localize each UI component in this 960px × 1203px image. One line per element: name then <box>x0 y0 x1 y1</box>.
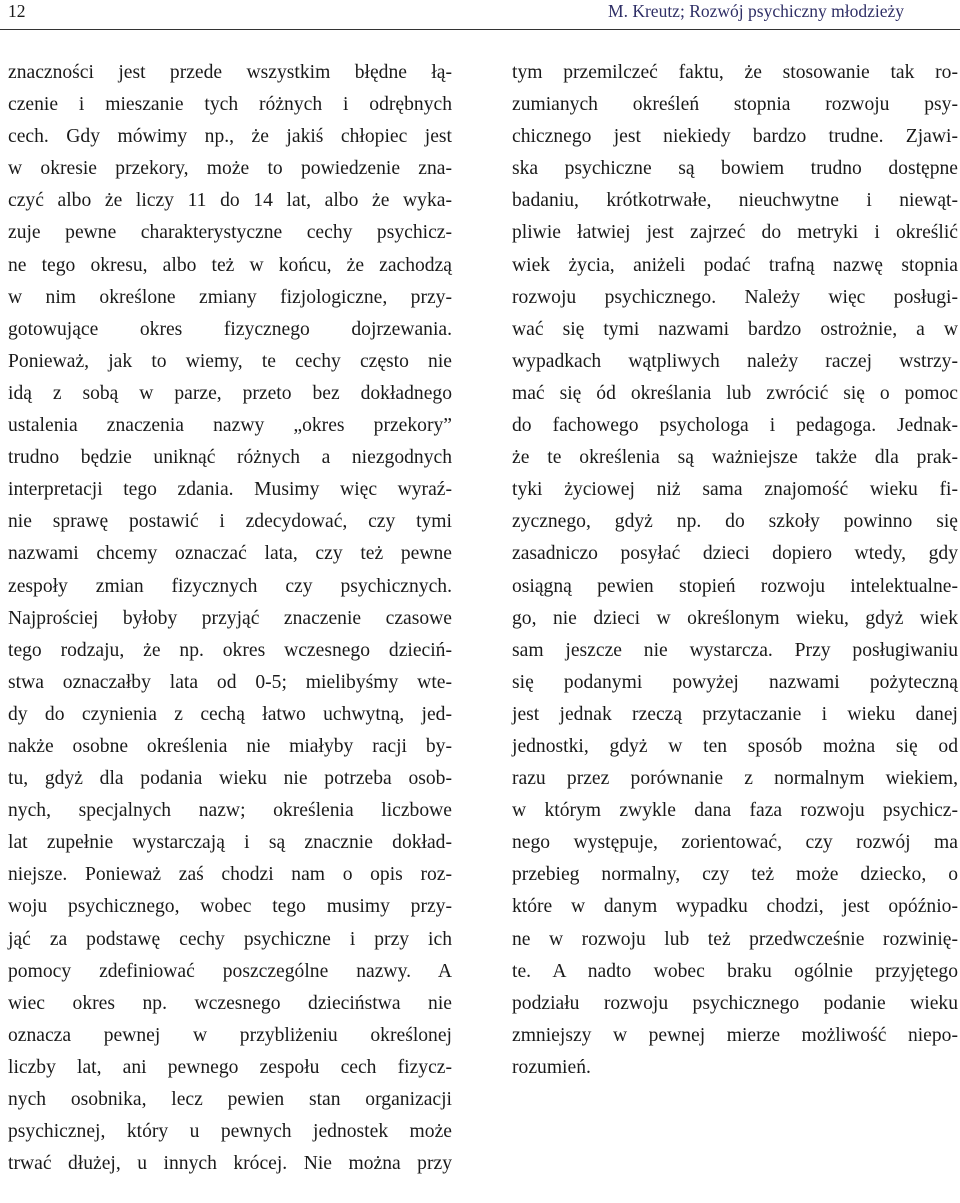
text-line: stwa oznaczałby lata od 0-5; mielibyśmy wte- <box>8 671 452 693</box>
page-header <box>0 0 960 34</box>
text-line: wypadkach wątpliwych należy raczej wstrzy- <box>512 350 958 372</box>
text-line: osiągną pewien stopień rozwoju intelektualne- <box>512 575 958 597</box>
text-line: nakże osobne określenia nie miałyby racji by- <box>8 735 452 757</box>
text-line: nych, specjalnych nazw; określenia liczbowe <box>8 800 452 822</box>
text-line: jąć za podstawę cechy psychiczne i przy ich <box>8 928 452 950</box>
right-column <box>512 57 958 1084</box>
text-line: tu, gdyż dla podania wieku nie potrzeba osob- <box>8 768 452 790</box>
text-line: jednostki, gdyż w ten sposób można się od <box>512 735 958 757</box>
text-line: mać się ód określania lub zwrócić się o pomoc <box>512 382 958 404</box>
running-head: M. Kreutz; Rozwój psychiczny młodzieży <box>608 1 904 21</box>
text-line: cech. Gdy mówimy np., że jakiś chłopiec jest <box>8 126 452 148</box>
text-line: sam jeszcze nie wystarcza. Przy posługiwaniu <box>512 639 958 661</box>
text-line: oznacza pewnej w przybliżeniu określonej <box>8 1024 452 1046</box>
text-line: ustalenia znaczenia nazwy „okres przekory” <box>8 415 452 437</box>
text-line: niejsze. Ponieważ zaś chodzi nam o opis roz- <box>8 864 452 886</box>
text-line: chicznego jest niekiedy bardzo trudne. Zjawi- <box>512 126 958 148</box>
text-line: te. A nadto wobec braku ogólnie przyjętego <box>512 960 958 982</box>
page-number: 12 <box>8 1 26 21</box>
text-line: znaczności jest przede wszystkim błędne łą- <box>8 62 452 83</box>
text-line: nych osobnika, lecz pewien stan organizacji <box>8 1089 452 1110</box>
text-line: czyć albo że liczy 11 do 14 lat, albo że wyka- <box>8 190 452 212</box>
text-line: które w danym wypadku chodzi, jest opóźnio- <box>512 896 958 918</box>
text-line: rozumień. <box>512 1056 591 1078</box>
text-line: tym przemilczeć faktu, że stosowanie tak ro- <box>512 62 958 83</box>
text-line: jest jednak rzeczą przytaczanie i wieku danej <box>512 703 958 725</box>
text-line: pliwie łatwiej jest zajrzeć do metryki i określić <box>512 222 958 244</box>
text-line: zuje pewne charakterystyczne cechy psychicz- <box>8 222 452 244</box>
text-line: zycznego, gdyż np. do szkoły powinno się <box>512 511 958 533</box>
text-line: psychicznej, który u pewnych jednostek może <box>8 1121 452 1143</box>
text-line: Ponieważ, jak to wiemy, te cechy często nie <box>8 350 452 372</box>
text-line: lat zupełnie wystarczają i są znacznie dokład- <box>8 832 452 854</box>
text-line: podziału rozwoju psychicznego podanie wieku <box>512 992 958 1014</box>
text-line: gotowujące okres fizycznego dojrzewania. <box>8 318 452 340</box>
text-line: tyki życiowej niż sama znajomość wieku fi- <box>512 479 958 501</box>
text-line: zasadniczo posyłać dzieci dopiero wtedy, gdy <box>512 543 958 565</box>
text-line: nego występuje, zorientować, czy rozwój ma <box>512 832 958 854</box>
text-line: w nim określone zmiany fizjologiczne, przy- <box>8 286 452 308</box>
text-line: ne tego okresu, albo też w końcu, że zachodzą <box>8 254 452 276</box>
text-line: nazwami chcemy oznaczać lata, czy też pewne <box>8 543 452 565</box>
left-column <box>8 57 452 1180</box>
text-line: dy do czynienia z cechą łatwo uchwytną, jed- <box>8 703 452 725</box>
text-line: razu przez porównanie z normalnym wiekiem, <box>512 768 958 790</box>
text-line: ska psychiczne są bowiem trudno dostępne <box>512 158 958 180</box>
text-line: go, nie dzieci w określonym wieku, gdyż wiek <box>512 607 958 629</box>
text-line: liczby lat, ani pewnego zespołu cech fizycz- <box>8 1056 452 1078</box>
text-line: nie sprawę postawić i zdecydować, czy tymi <box>8 511 452 533</box>
text-line: ne w rozwoju lub też przedwcześnie rozwinię- <box>512 928 958 950</box>
text-line: że te określenia są ważniejsze także dla prak- <box>512 447 958 469</box>
text-line: w okresie przekory, może to powiedzenie zna- <box>8 158 452 180</box>
text-line: Najprościej byłoby przyjąć znaczenie czasowe <box>8 607 452 629</box>
text-line: do fachowego psychologa i pedagoga. Jednak- <box>512 415 958 437</box>
header-rule <box>0 29 960 30</box>
text-line: w którym zwykle dana faza rozwoju psychicz- <box>512 800 958 822</box>
text-line: przebieg normalny, czy też może dziecko, o <box>512 864 958 886</box>
text-line: czenie i mieszanie tych różnych i odrębnych <box>8 94 452 116</box>
text-line: badaniu, krótkotrwałe, nieuchwytne i niewąt- <box>512 190 958 212</box>
text-line: wiec okres np. wczesnego dzieciństwa nie <box>8 992 452 1014</box>
text-line: interpretacji tego zdania. Musimy więc wyraź- <box>8 479 452 501</box>
text-line: zumianych określeń stopnia rozwoju psy- <box>512 94 958 116</box>
text-line: zespoły zmian fizycznych czy psychicznych. <box>8 575 452 597</box>
text-line: idą z sobą w parze, przeto bez dokładnego <box>8 382 452 404</box>
text-line: trwać dłużej, u innych krócej. Nie można przy <box>8 1153 452 1175</box>
text-line: zmniejszy w pewnej mierze możliwość niepo- <box>512 1024 958 1046</box>
text-line: rozwoju psychicznego. Należy więc posługi- <box>512 286 958 308</box>
text-line: wiek życia, aniżeli podać trafną nazwę stopnia <box>512 254 958 276</box>
text-line: trudno będzie uniknąć różnych a niezgodnych <box>8 447 452 469</box>
text-line: woju psychicznego, wobec tego musimy przy- <box>8 896 452 918</box>
text-line: wać się tymi nazwami bardzo ostrożnie, a w <box>512 318 958 340</box>
text-line: tego rodzaju, że np. okres wczesnego dzieciń- <box>8 639 452 661</box>
text-line: pomocy zdefiniować poszczególne nazwy. A <box>8 960 452 982</box>
text-line: się podanymi powyżej nazwami pożyteczną <box>512 671 958 693</box>
